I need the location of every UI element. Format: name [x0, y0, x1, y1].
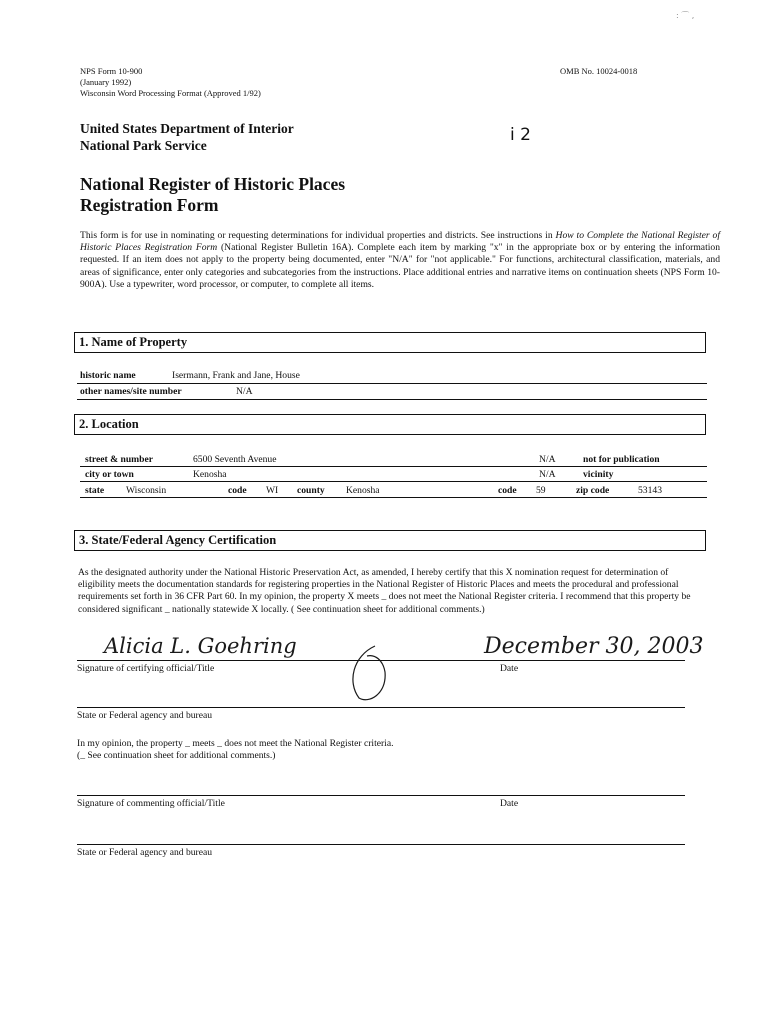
- county-value[interactable]: Kenosha: [346, 485, 380, 496]
- agency-line: [77, 707, 685, 708]
- form-header: [80, 66, 261, 99]
- signature-flourish: [345, 642, 395, 704]
- opinion-line-2: (_ See continuation sheet for additional comments.): [77, 750, 276, 761]
- section-2-heading: 2. Location: [74, 414, 706, 435]
- scan-mark: : ⌒ ,: [676, 11, 695, 20]
- opinion-line-1: In my opinion, the property _ meets _ does not meet the National Register criteria.: [77, 738, 394, 749]
- certification-text: As the designated authority under the National Historic Preservation Act, as amended, I hereby certify that this X nomination request for determination of eligibility meets the documentation standards for registering properties in the National Register of Historic Places and meets the procedural and professional requirements set forth in 36 CFR Part 60. In my opinion, the property X meets _ does not meet the National Register criteria. I recommend that this property be considered significant _ nationally statewide X locally. ( See continuation sheet for additional comments.): [78, 567, 691, 615]
- signature-label: Signature of certifying official/Title: [77, 663, 215, 674]
- street-na[interactable]: N/A: [539, 454, 556, 465]
- state-value[interactable]: Wisconsin: [126, 485, 167, 496]
- signature-line: [77, 660, 685, 661]
- divider: [80, 497, 707, 498]
- county-label: county: [297, 485, 325, 496]
- zip-value[interactable]: 53143: [638, 485, 662, 496]
- historic-name-value[interactable]: Isermann, Frank and Jane, House: [172, 370, 300, 381]
- section-3-heading: 3. State/Federal Agency Certification: [74, 530, 706, 551]
- street-value[interactable]: 6500 Seventh Avenue: [193, 454, 277, 465]
- agency-line1: United States Department of Interior: [80, 121, 294, 136]
- commenting-date-label: Date: [500, 798, 519, 809]
- form-date: (January 1992): [80, 77, 132, 87]
- street-label: street & number: [85, 454, 154, 465]
- historic-name-label: historic name: [80, 370, 136, 381]
- handwritten-signature: Alicia L. Goehring: [104, 634, 297, 658]
- county-code-label: code: [498, 485, 517, 496]
- state-code-label: code: [228, 485, 247, 496]
- handwritten-date: December 30, 2003: [484, 634, 704, 659]
- form-number: NPS Form 10-900: [80, 66, 143, 76]
- county-code-value[interactable]: 59: [536, 485, 546, 496]
- agency-line2: National Park Service: [80, 138, 207, 153]
- agency-line-2: [77, 844, 685, 845]
- date-label: Date: [500, 663, 519, 674]
- city-label: city or town: [85, 469, 134, 480]
- other-names-label: other names/site number: [80, 386, 182, 397]
- section-1-heading: 1. Name of Property: [74, 332, 706, 353]
- zip-label: zip code: [576, 485, 610, 496]
- city-value[interactable]: Kenosha: [193, 469, 227, 480]
- divider: [80, 466, 707, 467]
- title-line1: National Register of Historic Places: [80, 174, 346, 194]
- divider: [77, 399, 707, 400]
- agency-heading: [80, 120, 294, 154]
- not-for-publication-label: not for publication: [583, 454, 660, 465]
- instructions-paragraph: [80, 230, 720, 291]
- title-line2: Registration Form: [80, 195, 219, 215]
- divider: [80, 481, 707, 482]
- format-note: Wisconsin Word Processing Format (Approved 1/92): [80, 88, 261, 98]
- corner-mark: i 2: [510, 125, 531, 145]
- city-na[interactable]: N/A: [539, 469, 556, 480]
- page-title: [80, 174, 345, 216]
- agency-bureau-label-2: State or Federal agency and bureau: [77, 847, 213, 858]
- comment-signature-line: [77, 795, 685, 796]
- agency-bureau-label: State or Federal agency and bureau: [77, 710, 213, 721]
- vicinity-label: vicinity: [583, 469, 614, 480]
- intro-text-2: (National Register Bulletin 16A). Complete each item by marking "x" in the appropriate box or by entering the information requested. If an item does not apply to the property being documented, enter "N/A" for "not applicable." For functions, architectural classification, materials, and areas of significance, enter only categories and subcategories from the instructions. Place additional entries and narrative items on continuation sheets (NPS Form 10-900A). Use a typewriter, word processor, or computer, to complete all items.: [80, 242, 720, 290]
- state-label: state: [85, 485, 105, 496]
- state-code-value[interactable]: WI: [266, 485, 279, 496]
- other-names-value[interactable]: N/A: [236, 386, 253, 397]
- divider: [77, 383, 707, 384]
- intro-text-1: This form is for use in nominating or requesting determinations for individual properties and districts. See instructions in: [80, 230, 556, 241]
- intro-bulletin-title: How to Complete the National Register of Historic Places Registration Form: [80, 230, 720, 254]
- omb-number: OMB No. 10024-0018: [560, 66, 638, 76]
- commenting-signature-label: Signature of commenting official/Title: [77, 798, 225, 809]
